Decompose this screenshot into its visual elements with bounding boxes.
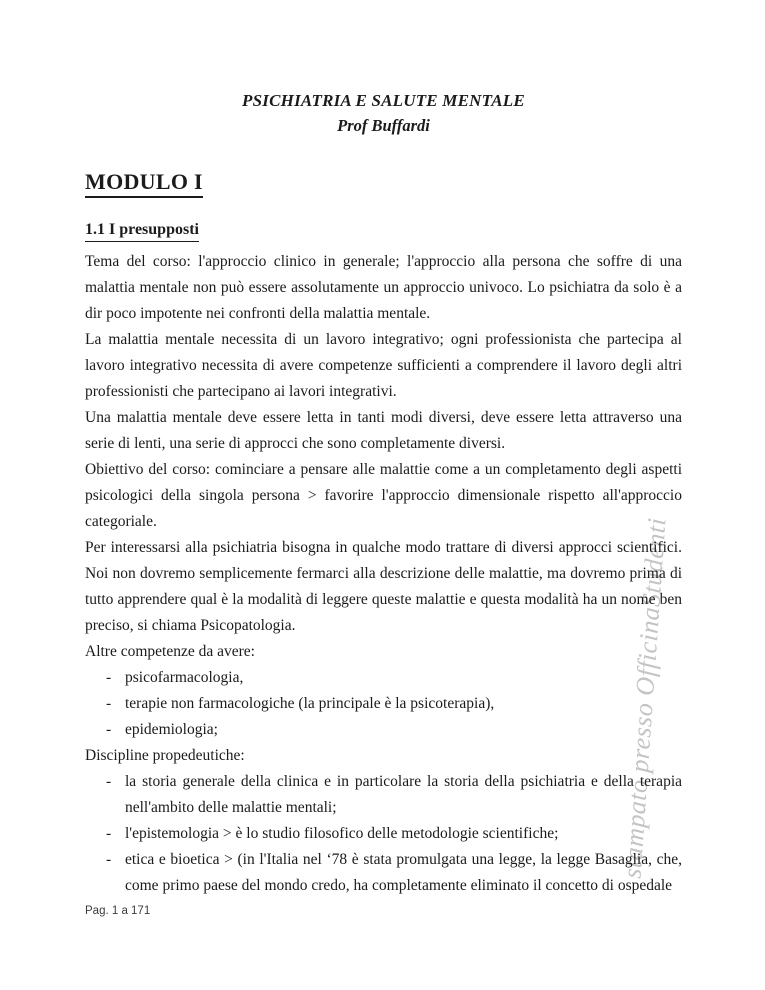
dash-marker: - xyxy=(106,773,112,790)
list-item xyxy=(85,769,682,821)
section-heading: 1.1 I presupposti xyxy=(85,219,682,242)
discipline-intro: Discipline propedeutiche: xyxy=(85,747,245,764)
doc-subtitle: Prof Buffardi xyxy=(337,116,430,135)
list-item xyxy=(85,821,682,847)
dash-marker: - xyxy=(106,695,112,712)
list-item-text: psicofarmacologia, xyxy=(125,669,244,686)
list-item-text: epidemiologia; xyxy=(125,721,218,738)
paragraph-block xyxy=(85,249,682,639)
page-number: Pag. 1 a 171 xyxy=(85,905,151,917)
page-content xyxy=(85,88,682,899)
paragraph: La malattia mentale necessita di un lavoro integrativo; ogni professionista che partecipa al lavoro integrativo necessita di avere competenze sufficienti a comprendere il lavoro degli altri professionisti che partecipano ai lavori integrativi. xyxy=(85,331,682,400)
dash-marker: - xyxy=(106,721,112,738)
list-item-text: l'epistemologia > è lo studio filosofico delle metodologie scientifiche; xyxy=(125,825,559,842)
dash-marker: - xyxy=(106,669,112,686)
paragraph: Obiettivo del corso: cominciare a pensare alle malattie come a un completamento degli aspetti psicologici della singola persona > favorire l'approccio dimensionale rispetto all'approccio categoriale. xyxy=(85,461,682,530)
doc-title: PSICHIATRIA E SALUTE MENTALE xyxy=(242,91,525,110)
competenze-list xyxy=(85,665,682,743)
paragraph: Per interessarsi alla psichiatria bisogna in qualche modo trattare di diversi approcci scientifici. Noi non dovremo semplicemente fermarci alla descrizione delle malattie, ma dovremo prima di tutto apprendere qual è la modalità di leggere queste malattie e questa modalità ha un nome ben preciso, si chiama Psicopatologia. xyxy=(85,539,682,634)
paragraph: Una malattia mentale deve essere letta in tanti modi diversi, deve essere letta attraverso una serie di lenti, una serie di approcci che sono completamente diversi. xyxy=(85,409,682,452)
list-item-text: la storia generale della clinica e in particolare la storia della psichiatria e della terapia nell'ambito delle malattie mentali; xyxy=(125,773,682,816)
body-text xyxy=(85,249,682,899)
list-item xyxy=(85,691,682,717)
competenze-intro: Altre competenze da avere: xyxy=(85,643,255,660)
watermark: stampato presso OfficinaStudenti xyxy=(617,516,672,880)
dash-marker: - xyxy=(106,851,112,868)
paragraph: Tema del corso: l'approccio clinico in generale; l'approccio alla persona che soffre di una malattia mentale non può essere assolutamente un approccio univoco. Lo psichiatra da solo è a dir poco impotente nei confronti della malattia mentale. xyxy=(85,253,682,322)
list-item xyxy=(85,847,682,899)
list-item xyxy=(85,717,682,743)
discipline-list xyxy=(85,769,682,899)
list-item-text: etica e bioetica > (in l'Italia nel ‘78 è stata promulgata una legge, la legge Basaglia, che, come primo paese del mondo credo, ha completamente eliminato il concetto di ospedale xyxy=(125,851,682,894)
module-heading: MODULO I xyxy=(85,168,682,198)
list-item xyxy=(85,665,682,691)
dash-marker: - xyxy=(106,825,112,842)
list-item-text: terapie non farmacologiche (la principale è la psicoterapia), xyxy=(125,695,495,712)
